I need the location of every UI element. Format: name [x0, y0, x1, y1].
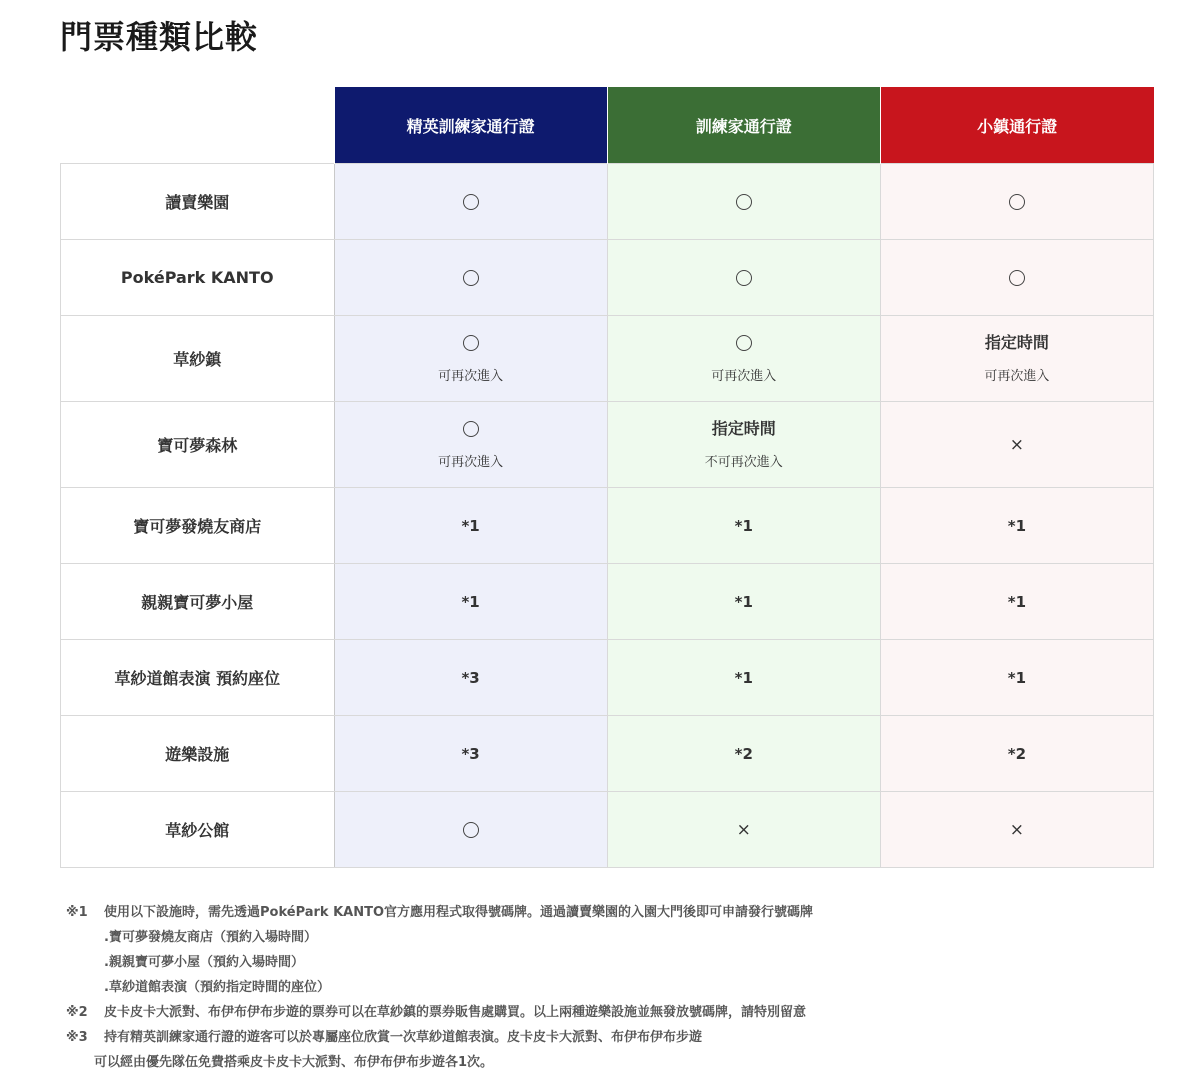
available-circle-icon — [335, 333, 607, 353]
table-body — [61, 164, 1154, 868]
table-row — [61, 402, 1154, 488]
footnote-1-item: .草紗道館表演（預約指定時間的座位） — [104, 980, 330, 995]
footnote-reference: *1 — [1007, 668, 1027, 687]
footnote-2-text: 皮卡皮卡大派對、布伊布伊布步遊的票券可以在草紗鎮的票券販售處購買。以上兩種遊樂設施並無發放號碼牌，請特別留意 — [104, 1005, 807, 1020]
unavailable-cross-icon: × — [1009, 819, 1025, 840]
table-row — [61, 316, 1154, 402]
column-header-elite-trainer-pass: 精英訓練家通行證 — [334, 87, 607, 164]
cell-elite — [334, 402, 607, 488]
row-label: 讀賣樂園 — [61, 164, 335, 240]
unavailable-cross-icon: × — [736, 819, 751, 840]
page-title: 門票種類比較 — [60, 18, 259, 56]
footnote-1-item: .親親寶可夢小屋（預約入場時間） — [104, 955, 304, 970]
cell-town — [880, 240, 1153, 316]
row-label: PokéPark KANTO — [61, 240, 335, 316]
cell-town — [880, 488, 1153, 564]
cell-town — [880, 640, 1153, 716]
cell-town — [880, 792, 1153, 868]
header-corner — [61, 87, 335, 164]
cell-elite — [334, 164, 607, 240]
cell-town — [880, 564, 1153, 640]
footnotes — [66, 900, 813, 1075]
cell-town — [880, 716, 1153, 792]
cell-note: 可再次進入 — [438, 455, 504, 470]
table-row — [61, 164, 1154, 240]
circle-icon — [736, 270, 752, 286]
cell-status-text: 指定時間 — [984, 333, 1049, 352]
available-circle-icon — [881, 192, 1153, 212]
available-circle-icon — [881, 268, 1153, 288]
available-circle-icon — [335, 820, 607, 840]
footnote-reference: *1 — [461, 592, 480, 611]
table-header-row — [61, 87, 1154, 164]
footnote-3-mark: ※3 — [66, 1030, 88, 1045]
unavailable-cross-icon: × — [1009, 434, 1025, 455]
available-circle-icon — [335, 268, 607, 288]
footnote-3-text: 持有精英訓練家通行證的遊客可以於專屬座位欣賞一次草紗道館表演。皮卡皮卡大派對、布伊布伊布步遊 — [104, 1030, 703, 1045]
cell-trainer — [607, 488, 880, 564]
cell-trainer — [607, 564, 880, 640]
circle-icon — [463, 822, 479, 838]
cell-elite — [334, 640, 607, 716]
cell-elite — [334, 488, 607, 564]
table-row — [61, 488, 1154, 564]
footnote-reference: *1 — [461, 516, 480, 535]
footnote-reference: *1 — [734, 516, 753, 535]
circle-icon — [463, 335, 479, 351]
cell-town — [880, 316, 1153, 402]
row-label: 草紗公館 — [61, 792, 335, 868]
table-row — [61, 240, 1154, 316]
footnote-1 — [66, 900, 813, 925]
footnote-reference: *1 — [1007, 516, 1027, 535]
footnote-1-mark: ※1 — [66, 905, 88, 920]
available-circle-icon — [335, 419, 607, 439]
footnote-reference: *1 — [734, 592, 753, 611]
footnote-reference: *3 — [461, 668, 480, 687]
cell-note: 不可再次進入 — [704, 455, 783, 470]
footnote-reference: *1 — [1007, 592, 1027, 611]
circle-icon — [1009, 270, 1025, 286]
row-label: 遊樂設施 — [61, 716, 335, 792]
ticket-comparison-table — [60, 87, 1154, 868]
circle-icon — [463, 421, 479, 437]
circle-icon — [463, 194, 479, 210]
footnote-reference: *1 — [734, 668, 753, 687]
footnote-2 — [66, 1000, 813, 1025]
footnote-reference: *2 — [734, 744, 753, 763]
cell-town — [880, 164, 1153, 240]
row-label: 寶可夢森林 — [61, 402, 335, 488]
available-circle-icon — [608, 333, 880, 353]
available-circle-icon — [608, 268, 880, 288]
row-label: 草紗鎮 — [61, 316, 335, 402]
cell-town — [880, 402, 1153, 488]
row-label: 草紗道館表演 預約座位 — [61, 640, 335, 716]
circle-icon — [463, 270, 479, 286]
cell-note: 可再次進入 — [984, 369, 1050, 384]
cell-elite — [334, 564, 607, 640]
cell-trainer — [607, 402, 880, 488]
table-row — [61, 792, 1154, 868]
column-header-town-pass: 小鎮通行證 — [880, 87, 1153, 164]
circle-icon — [736, 335, 752, 351]
footnote-3-continuation: 可以經由優先隊伍免費搭乘皮卡皮卡大派對、布伊布伊布步遊各1次。 — [94, 1055, 494, 1070]
circle-icon — [1009, 194, 1025, 210]
footnote-3 — [66, 1025, 813, 1050]
available-circle-icon — [608, 192, 880, 212]
cell-elite — [334, 240, 607, 316]
footnote-1-item: .寶可夢發燒友商店（預約入場時間） — [104, 930, 317, 945]
circle-icon — [736, 194, 752, 210]
footnote-1-text: 使用以下設施時，需先透過PokéPark KANTO官方應用程式取得號碼牌。通過讀賣樂園的入園大門後即可申請發行號碼牌 — [104, 905, 814, 920]
row-label: 寶可夢發燒友商店 — [61, 488, 335, 564]
cell-elite — [334, 792, 607, 868]
footnote-reference: *2 — [1007, 744, 1027, 763]
table-row — [61, 564, 1154, 640]
cell-elite — [334, 316, 607, 402]
cell-trainer — [607, 240, 880, 316]
cell-trainer — [607, 716, 880, 792]
cell-trainer — [607, 164, 880, 240]
table-row — [61, 640, 1154, 716]
cell-note: 可再次進入 — [711, 369, 777, 384]
table-row — [61, 716, 1154, 792]
cell-elite — [334, 716, 607, 792]
footnote-2-mark: ※2 — [66, 1005, 88, 1020]
footnote-reference: *3 — [461, 744, 480, 763]
row-label: 親親寶可夢小屋 — [61, 564, 335, 640]
available-circle-icon — [335, 192, 607, 212]
cell-note: 可再次進入 — [438, 369, 504, 384]
cell-trainer — [607, 316, 880, 402]
cell-trainer — [607, 792, 880, 868]
column-header-trainer-pass: 訓練家通行證 — [607, 87, 880, 164]
cell-status-text: 指定時間 — [711, 419, 776, 438]
cell-trainer — [607, 640, 880, 716]
